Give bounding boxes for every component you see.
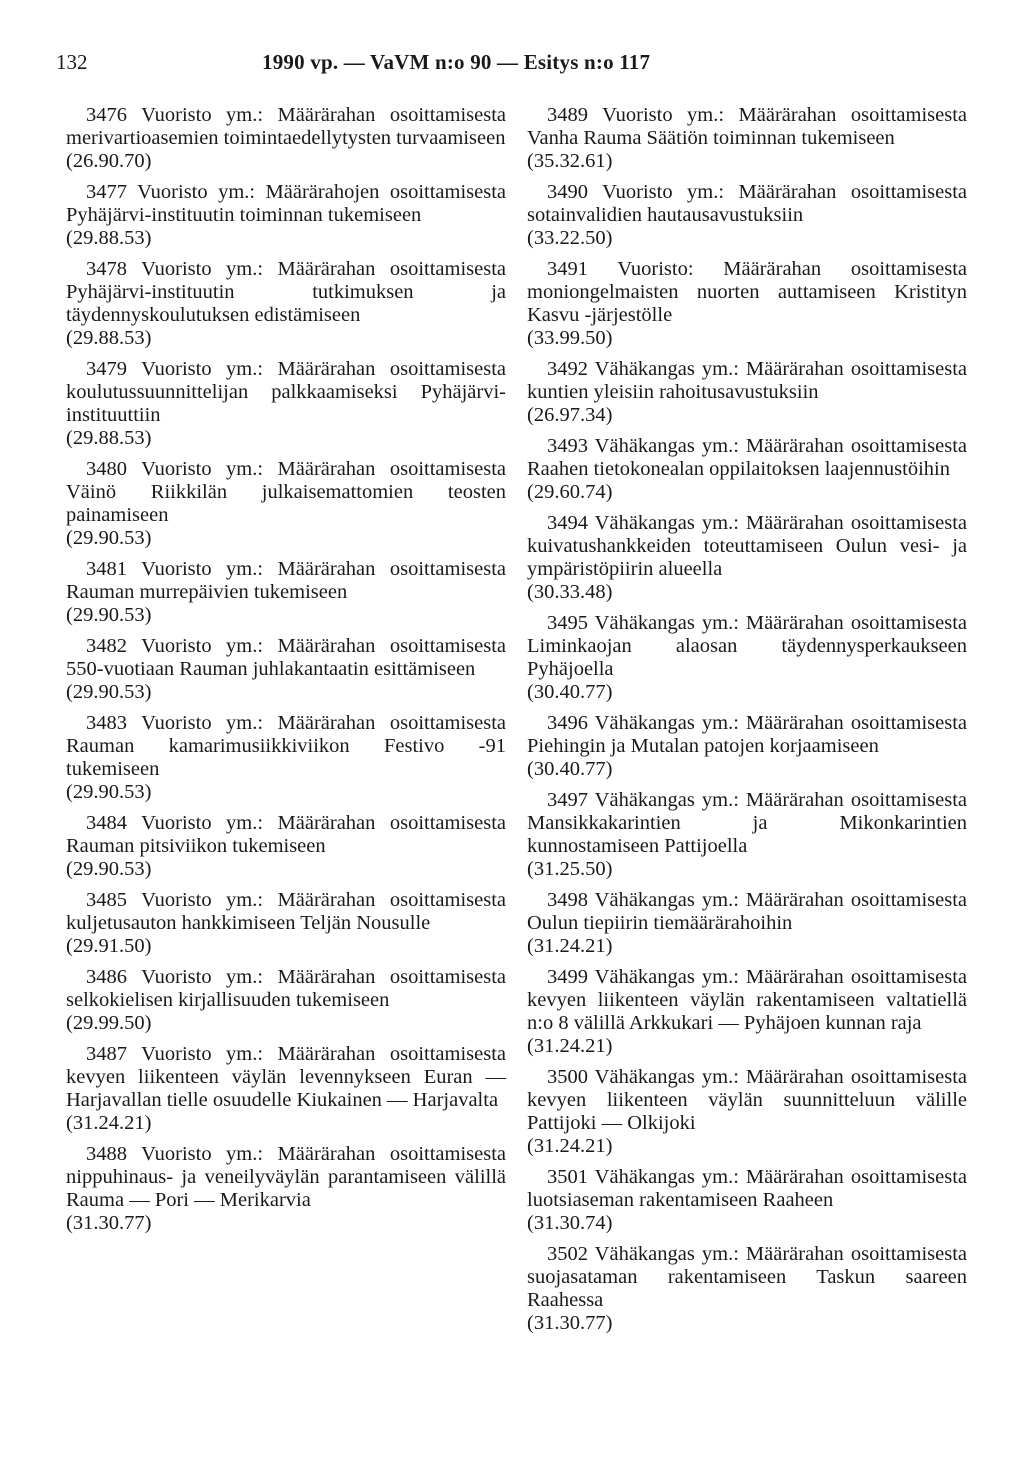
budget-item-code: (35.32.61) xyxy=(527,150,613,172)
motion-entry xyxy=(66,635,506,704)
budget-item-code: (31.30.77) xyxy=(66,1212,152,1234)
motion-text: 3495 Vähäkangas ym.: Määrärahan osoittamisesta Liminkaojan alaosan täydennysperkaukseen Pyhäjoella xyxy=(527,612,967,680)
budget-item-code: (29.60.74) xyxy=(527,481,613,503)
motion-entry xyxy=(527,104,967,173)
motion-text: 3498 Vähäkangas ym.: Määrärahan osoittamisesta Oulun tiepiirin tiemäärärahoihin xyxy=(527,889,967,934)
motion-entry xyxy=(527,1166,967,1235)
budget-item-code: (31.24.21) xyxy=(66,1112,152,1134)
motion-text: 3480 Vuoristo ym.: Määrärahan osoittamisesta Väinö Riikkilän julkaisemattomien teosten painamiseen xyxy=(66,458,506,526)
motion-text: 3493 Vähäkangas ym.: Määrärahan osoittamisesta Raahen tietokonealan oppilaitoksen laajennustöihin xyxy=(527,435,967,480)
motion-entry xyxy=(527,181,967,250)
motion-text: 3477 Vuoristo ym.: Määrärahojen osoittamisesta Pyhäjärvi-instituutin toiminnan tukemiseen xyxy=(66,181,506,226)
motion-text: 3481 Vuoristo ym.: Määrärahan osoittamisesta Rauman murrepäivien tukemiseen xyxy=(66,558,506,603)
motion-entry xyxy=(66,558,506,627)
motion-text: 3486 Vuoristo ym.: Määrärahan osoittamisesta selkokielisen kirjallisuuden tukemiseen xyxy=(66,966,506,1011)
motion-text: 3479 Vuoristo ym.: Määrärahan osoittamisesta koulutussuunnittelijan palkkaamiseksi Pyhäjärvi-instituuttiin xyxy=(66,358,506,426)
budget-item-code: (31.30.77) xyxy=(527,1312,613,1334)
budget-item-code: (33.99.50) xyxy=(527,327,613,349)
budget-item-code: (29.90.53) xyxy=(66,858,152,880)
motion-entry xyxy=(527,1066,967,1158)
budget-item-code: (30.33.48) xyxy=(527,581,613,603)
page-number: 132 xyxy=(56,50,88,74)
motion-entry xyxy=(66,358,506,450)
budget-item-code: (29.91.50) xyxy=(66,935,152,957)
motion-entry xyxy=(66,889,506,958)
motion-entry xyxy=(527,966,967,1058)
motion-text: 3478 Vuoristo ym.: Määrärahan osoittamisesta Pyhäjärvi-instituutin tutkimuksen ja täydennyskoulutuksen edistämiseen xyxy=(66,258,506,326)
motion-entry xyxy=(66,966,506,1035)
budget-item-code: (30.40.77) xyxy=(527,681,613,703)
budget-item-code: (31.25.50) xyxy=(527,858,613,880)
right-column xyxy=(527,104,967,1343)
budget-item-code: (30.40.77) xyxy=(527,758,613,780)
budget-item-code: (29.99.50) xyxy=(66,1012,152,1034)
motion-entry xyxy=(66,258,506,350)
motion-text: 3499 Vähäkangas ym.: Määrärahan osoittamisesta kevyen liikenteen väylän rakentamiseen valtatiellä n:o 8 välillä Arkkukari — Pyhäjoen kunnan raja xyxy=(527,966,967,1034)
motion-text: 3500 Vähäkangas ym.: Määrärahan osoittamisesta kevyen liikenteen väylän suunnitteluun välille Pattijoki — Olkijoki xyxy=(527,1066,967,1134)
motion-entry xyxy=(66,712,506,804)
motion-text: 3502 Vähäkangas ym.: Määrärahan osoittamisesta suojasataman rakentamiseen Taskun saareen Raahessa xyxy=(527,1243,967,1311)
motion-entry xyxy=(527,1243,967,1335)
motion-text: 3496 Vähäkangas ym.: Määrärahan osoittamisesta Piehingin ja Mutalan patojen korjaamiseen xyxy=(527,712,967,757)
motion-text: 3488 Vuoristo ym.: Määrärahan osoittamisesta nippuhinaus- ja veneilyväylän parantamiseen välillä Rauma — Pori — Merikarvia xyxy=(66,1143,506,1211)
budget-item-code: (29.90.53) xyxy=(66,604,152,626)
budget-item-code: (29.88.53) xyxy=(66,327,152,349)
budget-item-code: (31.24.21) xyxy=(527,935,613,957)
budget-item-code: (29.90.53) xyxy=(66,527,152,549)
budget-item-code: (29.90.53) xyxy=(66,681,152,703)
motion-entry xyxy=(527,712,967,781)
budget-item-code: (31.24.21) xyxy=(527,1135,613,1157)
motion-text: 3482 Vuoristo ym.: Määrärahan osoittamisesta 550-vuotiaan Rauman juhlakantaatin esittämiseen xyxy=(66,635,506,680)
motion-text: 3491 Vuoristo: Määrärahan osoittamisesta moniongelmaisten nuorten auttamiseen Kristityn Kasvu -järjestölle xyxy=(527,258,967,326)
motion-entry xyxy=(66,812,506,881)
left-column xyxy=(66,104,506,1243)
motion-text: 3494 Vähäkangas ym.: Määrärahan osoittamisesta kuivatushankkeiden toteuttamiseen Oulun vesi- ja ympäristöpiirin alueella xyxy=(527,512,967,580)
motion-text: 3497 Vähäkangas ym.: Määrärahan osoittamisesta Mansikkakarintien ja Mikonkarintien kunnostamiseen Pattijoella xyxy=(527,789,967,857)
budget-item-code: (29.90.53) xyxy=(66,781,152,803)
motion-entry xyxy=(527,258,967,350)
motion-entry xyxy=(66,104,506,173)
motion-text: 3485 Vuoristo ym.: Määrärahan osoittamisesta kuljetusauton hankkimiseen Teljän Nousulle xyxy=(66,889,506,934)
motion-text: 3483 Vuoristo ym.: Määrärahan osoittamisesta Rauman kamarimusiikkiviikon Festivo -91 tukemiseen xyxy=(66,712,506,780)
motion-text: 3490 Vuoristo ym.: Määrärahan osoittamisesta sotainvalidien hautausavustuksiin xyxy=(527,181,967,226)
motion-text: 3476 Vuoristo ym.: Määrärahan osoittamisesta merivartioasemien toimintaedellytysten turvaamiseen xyxy=(66,104,506,149)
motion-entry xyxy=(66,458,506,550)
budget-item-code: (29.88.53) xyxy=(66,427,152,449)
motion-entry xyxy=(527,512,967,604)
motion-entry xyxy=(527,435,967,504)
motion-entry xyxy=(66,1043,506,1135)
motion-text: 3489 Vuoristo ym.: Määrärahan osoittamisesta Vanha Rauma Säätiön toiminnan tukemiseen xyxy=(527,104,967,149)
motion-entry xyxy=(527,358,967,427)
budget-item-code: (31.24.21) xyxy=(527,1035,613,1057)
running-header: 1990 vp. — VaVM n:o 90 — Esitys n:o 117 xyxy=(262,50,651,74)
budget-item-code: (31.30.74) xyxy=(527,1212,613,1234)
motion-text: 3492 Vähäkangas ym.: Määrärahan osoittamisesta kuntien yleisiin rahoitusavustuksiin xyxy=(527,358,967,403)
motion-text: 3487 Vuoristo ym.: Määrärahan osoittamisesta kevyen liikenteen väylän levennykseen Euran — Harjavallan tielle osuudelle Kiukainen — Harjavalta xyxy=(66,1043,506,1111)
motion-entry xyxy=(66,1143,506,1235)
budget-item-code: (33.22.50) xyxy=(527,227,613,249)
budget-item-code: (26.90.70) xyxy=(66,150,152,172)
budget-item-code: (29.88.53) xyxy=(66,227,152,249)
motion-text: 3484 Vuoristo ym.: Määrärahan osoittamisesta Rauman pitsiviikon tukemiseen xyxy=(66,812,506,857)
budget-item-code: (26.97.34) xyxy=(527,404,613,426)
motion-entry xyxy=(527,889,967,958)
motion-entry xyxy=(527,789,967,881)
motion-text: 3501 Vähäkangas ym.: Määrärahan osoittamisesta luotsiaseman rakentamiseen Raaheen xyxy=(527,1166,967,1211)
motion-entry xyxy=(66,181,506,250)
motion-entry xyxy=(527,612,967,704)
